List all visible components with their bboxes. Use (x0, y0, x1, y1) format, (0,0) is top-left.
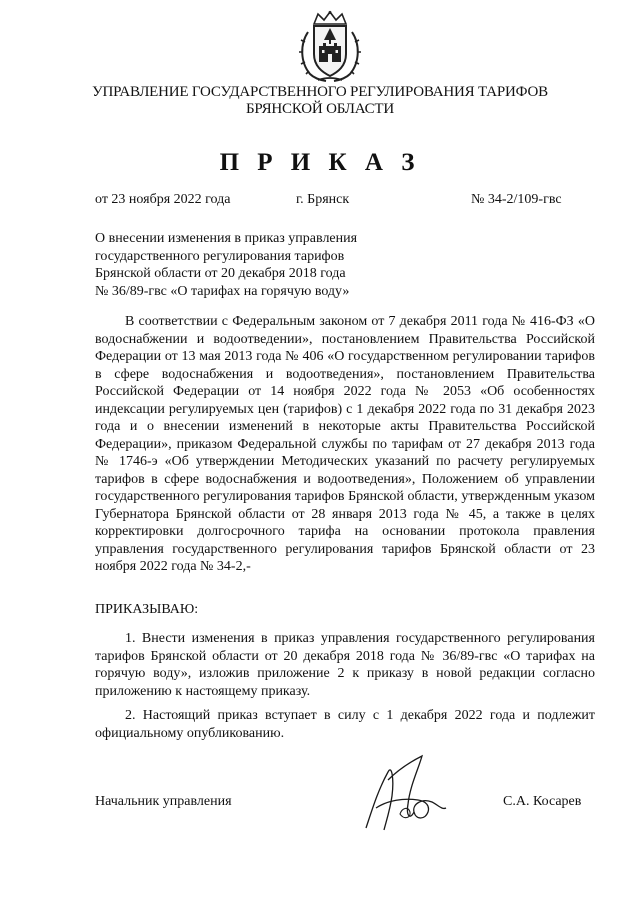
subject-line: О внесении изменения в приказ управления (95, 231, 358, 246)
document-subject (95, 230, 395, 300)
handwritten-signature (348, 750, 458, 840)
subject-line: государственного регулирования тарифов (95, 248, 345, 264)
organization-name-line-1: УПРАВЛЕНИЕ ГОСУДАРСТВЕННОГО РЕГУЛИРОВАНИЯ ТАРИФОВ (92, 84, 548, 100)
organization-header (60, 84, 580, 118)
orders-heading: ПРИКАЗЫВАЮ: (95, 602, 199, 617)
subject-line: № 36/89-гвс «О тарифах на горячую воду» (95, 283, 350, 299)
document-number: № 34-2/109-гвс (471, 192, 562, 207)
preamble-paragraph: В соответствии с Федеральным законом от 7 декабря 2011 года № 416-ФЗ «О водоснабжении и водоотведении», постановлением Правительства Российской Федерации от 13 мая 2013 года № 406 «О государственном регулировании тарифов в сфере водоснабжения и водоотведения», постановлением Правительства Российской Федерации от 14 ноября 2022 года № 2053 «Об особенностях индексации регулируемых цен (тарифов) с 1 декабря 2022 года по 31 декабря 2023 года и о внесении изменений в некоторые акты Правительства Российской Федерации», приказом Федеральной службы по тарифам от 27 декабря 2013 года № 1746-э «Об утверждении Методических указаний по расчету регулируемых тарифов в сфере водоснабжения и водоотведения», Положением об управлении государственного регулирования тарифов Брянской области, утвержденным указом Губернатора Брянской области от 28 января 2013 года № 45, а также в целях корректировки долгосрочного тарифа на основании протокола правления управления государственного регулирования тарифов Брянской области от 23 ноября 2022 года № 34-2,- (95, 314, 595, 574)
signatory-position: Начальник управления (95, 794, 232, 809)
subject-line: Брянской области от 20 декабря 2018 года (95, 266, 346, 281)
signatory-name: С.А. Косарев (503, 794, 582, 809)
document-title: П Р И К А З (219, 149, 421, 176)
bryansk-coat-of-arms-icon (298, 10, 362, 84)
organization-name-line-2: БРЯНСКОЙ ОБЛАСТИ (245, 101, 395, 117)
document-city: г. Брянск (296, 192, 350, 207)
document-date: от 23 ноября 2022 года (95, 192, 231, 207)
order-item-2: 2. Настоящий приказ вступает в силу с 1 декабря 2022 года и подлежит официальному опубликованию. (95, 708, 595, 741)
order-item-1: 1. Внести изменения в приказ управления государственного регулирования тарифов Брянской области от 20 декабря 2018 года № 36/89-гвс «О тарифах на горячую воду», изложив приложение 2 к приказу в новой редакции согласно приложению к настоящему приказу. (95, 631, 595, 699)
